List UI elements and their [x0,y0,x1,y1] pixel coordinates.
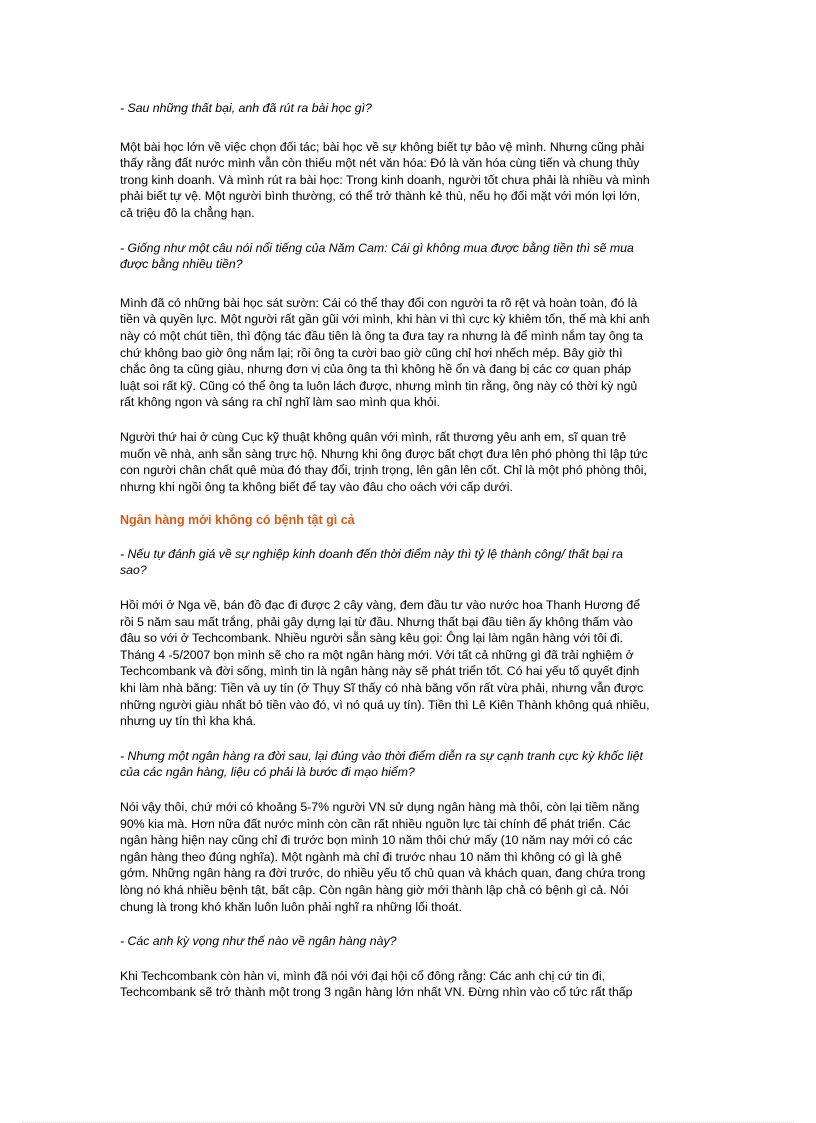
answer-paragraph-1: Một bài học lớn về việc chọn đối tác; bài học về sự không biết tự bảo vệ mình. Nhưng cũng phải thấy rằng đất nước mình vẫn còn thiếu một nét văn hóa: Đó là văn hóa cùng tiến và chung thủy trong kinh doanh. Và mình rút ra bài học: Trong kinh doanh, người tốt chưa phải là nhiều và mình phải biết tự vệ. Một người bình thường, có thể trở thành kẻ thù, nếu họ đối mặt với món lợi lớn, cả triệu đô la chẳng hạn. [120,139,650,220]
question-4: - Nhưng một ngân hàng ra đời sau, lại đúng vào thời điểm diễn ra sự cạnh tranh cực kỳ khốc liệt của các ngân hàng, liệu có phải là bước đi mạo hiểm? [120,748,643,780]
question-2: - Giống như một câu nói nổi tiếng của Năm Cam: Cái gì không mua được bằng tiền thì sẽ mua được bằng nhiều tiền? [120,240,634,272]
answer-paragraph-5: Nói vậy thôi, chứ mới có khoảng 5-7% người VN sử dụng ngân hàng mà thôi, còn lại tiềm năng 90% kia mà. Hơn nữa đất nước mình còn cần rất nhiều nguồn lực tài chính để phát triển. Các ngân hàng hiện nay cũng chỉ đi trước bọn mình 10 năm thôi chứ mấy (10 năm nay mới có các ngân hàng theo đúng nghĩa). Một ngành mà chỉ đi trước nhau 10 năm thì không có gì là ghê gớm. Những ngân hàng ra đời trước, do nhiều yếu tố chủ quan và khách quan, đang chứa trong lòng nó khá nhiều bệnh tật, bất cập. Còn ngân hàng giờ mới thành lập chả có bệnh gì cả. Nói chung là trong khó khăn luôn luôn phải nghĩ ra những lối thoát. [120,800,646,914]
section-heading: Ngân hàng mới không có bệnh tật gì cả [120,513,355,528]
question-3: - Nếu tự đánh giá về sự nghiệp kinh doanh đến thời điểm này thì tỷ lệ thành công/ thất bại ra sao? [120,546,623,578]
question-5: - Các anh kỳ vọng như thế nào về ngân hàng này? [120,934,397,949]
article-page [120,100,700,1001]
answer-paragraph-4: Hồi mới ở Nga về, bán đồ đạc đi được 2 cây vàng, đem đầu tư vào nước hoa Thanh Hương để rồi 5 năm sau mất trắng, phải gây dựng lại từ đầu. Nhưng thất bại đầu tiên ấy không thấm vào đâu so với ở Techcombank. Nhiều người sẵn sàng kêu gọi: Ông lại làm ngân hàng với tôi đi. Tháng 4 -5/2007 bọn mình sẽ cho ra một ngân hàng mới. Với tất cả những gì đã trải nghiệm ở Techcombank và đời sống, mình tin là ngân hàng này sẽ phát triển tốt. Có hai yếu tố quyết định khi làm nhà băng: Tiền và uy tín (ở Thụy Sĩ thấy có nhà băng vốn rất vừa phải, nhưng vẫn được những người giàu nhất bỏ tiền vào đó, vì nó quá uy tín). Tiền thì Lê Kiên Thành không quá nhiều, nhưng uy tín thì kha khá. [120,598,650,729]
answer-paragraph-2: Mình đã có những bài học sát sườn: Cái có thể thay đổi con người ta rõ rệt và hoàn toàn, đó là tiền và quyền lực. Một người rất gần gũi với mình, khi hàn vi thì cực kỳ khiêm tốn, thế mà khi anh này có một chút tiền, thì động tác đầu tiên là ông ta đưa tay ra nhưng là để mình nắm tay ông ta chứ không bao giờ ông nắm lại; rồi ông ta cười bao giờ cũng chỉ hơi nhếch mép. Bây giờ thì chắc ông ta cũng giàu, nhưng đơn vị của ông ta thì không hề ổn và đang bị các cơ quan pháp luật soi rất kỹ. Cũng có thể ông ta luôn lách được, nhưng mình tin rằng, ông này có thời kỳ ngủ rất không ngon và sáng ra chỉ nghĩ làm sao mình qua khỏi. [120,295,650,410]
answer-paragraph-6: Khi Techcombank còn hàn vi, mình đã nói với đại hội cổ đông rằng: Các anh chị cứ tin đi, Techcombank sẽ trở thành một trong 3 ngân hàng lớn nhất VN. Đừng nhìn vào cổ tức rất thấp [120,968,633,1000]
question-1: - Sau những thất bại, anh đã rút ra bài học gì? [120,101,372,115]
answer-paragraph-3: Người thứ hai ở cùng Cục kỹ thuật không quân với mình, rất thương yêu anh em, sĩ quan trẻ muốn về nhà, anh sẵn sàng trực hộ. Nhưng khi ông được bất chợt đưa lên phó phòng thì lập tức con người chân chất quê mùa đó thay đổi, trịnh trọng, lên gân lên cốt. Chỉ là một phó phòng thôi, nhưng khi ngồi ông ta không biết để tay vào đâu cho oách với cấp dưới. [120,429,648,494]
